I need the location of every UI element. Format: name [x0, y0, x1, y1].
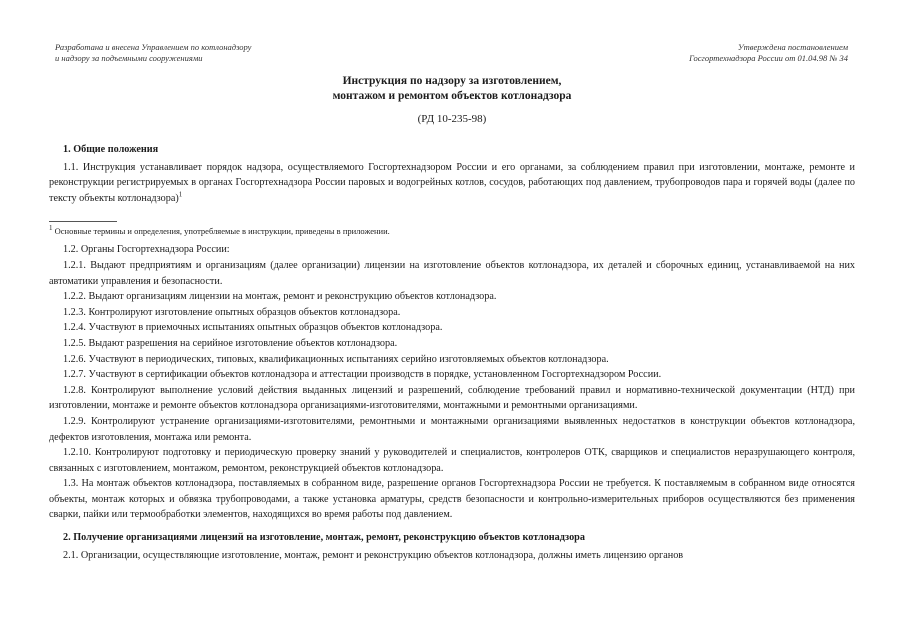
paragraph-1-2: 1.2. Органы Госгортехнадзора России: [63, 244, 230, 256]
paragraph-1-1 [49, 160, 855, 207]
footnote-mark: 1 [49, 224, 53, 233]
document-title-line1: Инструкция по надзору за изготовлением, [342, 75, 562, 87]
approval-note-right [689, 42, 848, 64]
approval-note-left-line1: Разработана и внесена Управлением по котлонадзору [55, 42, 252, 52]
footnote-ref: 1 [178, 190, 183, 199]
footnote-divider [49, 221, 117, 222]
document-title-line2: монтажом и ремонтом объектов котлонадзора [332, 90, 572, 102]
paragraph-1-2-9: 1.2.9. Контролируют устранение организациями-изготовителями, ремонтными и монтажными организациями выявленных недостатков в конструкции объектов котлонадзора, дефектов изготовления, монтажа или ремонта. [49, 415, 855, 443]
paragraph-1-2-3: 1.2.3. Контролируют изготовление опытных образцов объектов котлонадзора. [63, 306, 401, 318]
section-heading: 1. Общие положения [63, 144, 159, 155]
paragraph-1-2-7: 1.2.7. Участвуют в сертификации объектов котлонадзора и аттестации производств в порядке, установленном Госгортехнадзором России. [63, 369, 662, 381]
approval-note-right-line1: Утверждена постановлением [737, 42, 848, 52]
approval-note-left [55, 42, 251, 64]
footnote-text: Основные термины и определения, употребляемые в инструкции, приведены в приложении. [54, 226, 390, 237]
document-code: (РД 10-235-98) [417, 113, 487, 125]
document-body [49, 139, 855, 563]
document-title [0, 74, 904, 104]
footnote [49, 225, 855, 237]
paragraph-2-1: 2.1. Организации, осуществляющие изготовление, монтаж, ремонт и реконструкцию объектов котлонадзора, должны иметь лицензию органов [63, 549, 684, 561]
paragraph-1-2-5: 1.2.5. Выдают разрешения на серийное изготовление объектов котлонадзора. [63, 337, 398, 349]
paragraph-1-2-2: 1.2.2. Выдают организациям лицензии на монтаж, ремонт и реконструкцию объектов котлонадзора. [63, 291, 497, 303]
paragraph-1-2-10: 1.2.10. Контролируют подготовку и периодическую проверку знаний у руководителей и специалистов, контролеров ОТК, сварщиков и специалистов неразрушающего контроля, связанных с изготовлением, монтажом, ремонтом, реконструкцией объектов котлонадзора. [49, 447, 855, 474]
paragraph-1-1-text: 1.1. Инструкция устанавливает порядок надзора, осуществляемого Госгортехнадзором России и его органами, за соблюдением правил при изготовлении, монтаже, ремонте и реконструкции регистрируемых в органах Госгортехнадзора России паровых и водогрейных котлов, сосудов, работающих под давлением, трубопроводов пара и горячей воды (далее по тексту объекты котлонадзора) [49, 161, 855, 204]
approval-note-left-line2: и надзору за подъемными сооружениями [55, 53, 203, 63]
paragraph-1-2-8: 1.2.8. Контролируют выполнение условий действия выданных лицензий и разрешений, соблюдение требований правил и нормативно-технической документации (НТД) при изготовлении, монтаже и ремонте объектов котлонадзора организациями-изготовителями, монтажными и ремонтными организациями. [49, 384, 855, 412]
paragraph-1-3: 1.3. На монтаж объектов котлонадзора, поставляемых в собранном виде, разрешение органов Госгортехнадзора России не требуется. К поставляемым в собранном виде относятся объекты, монтаж которых и обвязка трубопроводами, а также установка арматуры, средств безопасности и контрольно-измерительных приборов осуществляются без применения сварки, пайки или термообработки элементов, находящихся во время работы под давлением. [49, 478, 855, 521]
paragraph-1-2-6: 1.2.6. Участвуют в периодических, типовых, квалификационных испытаниях серийно изготовляемых объектов котлонадзора. [63, 353, 609, 365]
section-2-heading: 2. Получение организациями лицензий на изготовление, монтаж, ремонт, реконструкцию объектов котлонадзора [63, 532, 585, 544]
approval-note-right-line2: Госгортехнадзора России от 01.04.98 № 34 [689, 53, 848, 63]
paragraph-1-2-4: 1.2.4. Участвуют в приемочных испытаниях опытных образцов объектов котлонадзора. [63, 322, 443, 334]
paragraph-1-2-1: 1.2.1. Выдают предприятиям и организациям (далее организации) лицензии на изготовление объектов котлонадзора, их деталей и сборочных единиц, устанавливаемой на них автоматики управления и безопасности. [49, 259, 855, 287]
